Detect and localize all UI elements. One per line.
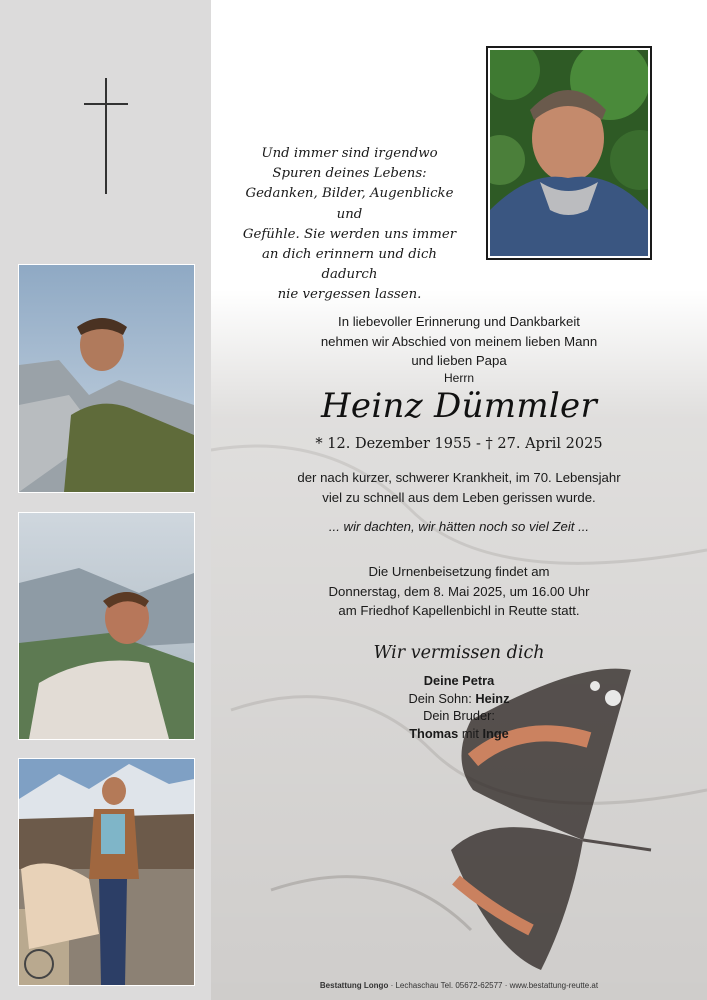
intro-line: In liebevoller Erinnerung und Dankbarkeit xyxy=(338,314,580,329)
wife-name: Deine Petra xyxy=(423,673,495,688)
brother-conj: mit xyxy=(461,725,479,741)
left-sidebar xyxy=(0,0,211,1000)
funeral-info xyxy=(211,562,707,621)
intro-line: nehmen wir Abschied von meinem lieben Mann xyxy=(320,333,598,349)
wish-text: ... wir dachten, wir hätten noch so viel Zeit ... xyxy=(328,519,590,534)
memorial-quote xyxy=(232,144,467,306)
footer xyxy=(211,981,707,990)
quote-line: nie vergessen lassen. xyxy=(277,287,422,303)
footer-company: Bestattung Longo xyxy=(319,981,389,990)
quote-line: Und immer sind irgendwo xyxy=(261,146,438,161)
son-label: Dein Sohn: xyxy=(408,690,472,706)
family-list xyxy=(211,672,707,742)
funeral-line: Donnerstag, dem 8. Mai 2025, um 16.00 Uhr xyxy=(328,583,590,599)
salutation: Herrn xyxy=(443,371,474,385)
photo-mountain-portrait xyxy=(18,264,195,493)
illness-line: viel zu schnell aus dem Leben gerissen wurde. xyxy=(322,489,596,505)
intro-line: und lieben Papa xyxy=(411,353,507,368)
cross-icon-bar xyxy=(84,103,128,105)
photo-valley-portrait xyxy=(18,512,195,740)
illness-line: der nach kurzer, schwerer Krankheit, im 70. Lebensjahr xyxy=(297,470,621,485)
son-name: Heinz xyxy=(475,690,510,706)
brother-name: Thomas xyxy=(409,725,459,741)
miss-heading: Wir vermissen dich xyxy=(373,643,545,663)
footer-details: · Lechaschau Tel. 05672-62577 · www.bestattung-reutte.at xyxy=(390,981,599,990)
brother-label: Dein Bruder: xyxy=(423,708,495,723)
life-dates: * 12. Dezember 1955 - † 27. April 2025 xyxy=(315,436,603,452)
funeral-line: am Friedhof Kapellenbichl in Reutte statt. xyxy=(338,603,580,618)
deceased-name: Heinz Dümmler xyxy=(320,386,598,426)
brother-partner: Inge xyxy=(482,725,509,741)
cross-icon xyxy=(105,78,107,194)
quote-line: an dich erinnern und dich dadurch xyxy=(262,247,437,283)
intro-text xyxy=(211,312,707,371)
quote-line: Gefühle. Sie werden uns immer xyxy=(242,226,457,242)
quote-line: Gedanken, Bilder, Augenblicke und xyxy=(245,186,454,222)
main-portrait-photo xyxy=(486,46,652,260)
quote-line: Spuren deines Lebens: xyxy=(272,166,427,182)
funeral-line: Die Urnenbeisetzung findet am xyxy=(368,564,550,579)
illness-text xyxy=(211,468,707,507)
photo-stroller xyxy=(18,758,195,986)
